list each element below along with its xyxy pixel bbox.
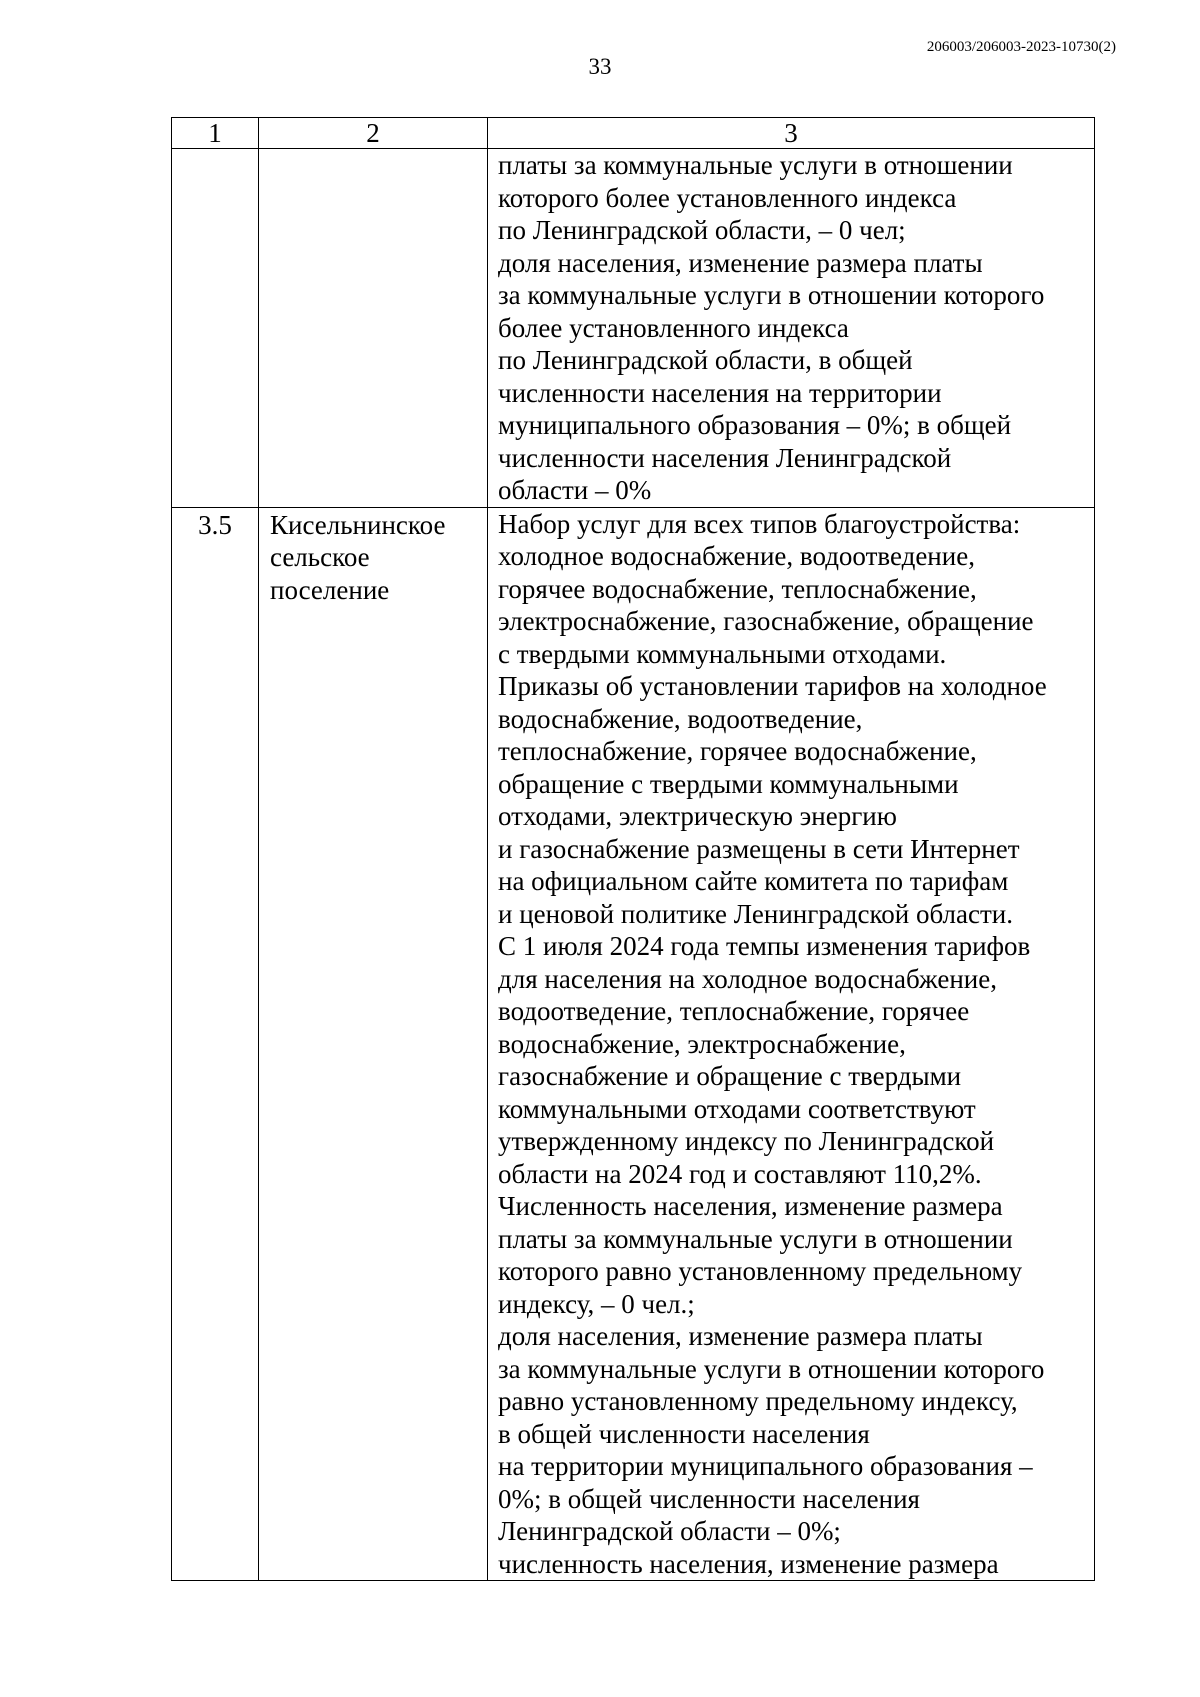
text-line: водоснабжение, водоотведение, [498,703,863,734]
text-line: теплоснабжение, горячее водоснабжение, [498,736,977,766]
text-line: на территории муниципального образования – [498,1451,1033,1481]
table-row [172,149,1095,508]
text-line: и газоснабжение размещены в сети Интернет [498,833,1020,864]
text-line: области – 0% [498,475,652,505]
column-header-1: 1 [172,118,259,149]
text-line: для населения на холодное водоснабжение, [498,963,997,994]
text-line: утвержденному индексу по Ленинградской [498,1126,995,1156]
text-line: которого более установленного индекса [498,182,957,213]
text-line: С 1 июля 2024 года темпы изменения тарифов [498,931,1031,961]
text-line: по Ленинградской области, в общей [498,345,913,375]
text-line: в общей численности населения [498,1418,870,1449]
column-header-2: 2 [259,118,488,149]
text-line: области на 2024 год и составляют 110,2%. [498,1158,982,1189]
text-line: отходами, электрическую энергию [498,801,897,831]
tariff-table [171,117,1095,1581]
text-line: по Ленинградской области, – 0 чел; [498,215,906,245]
text-line: платы за коммунальные услуги в отношении [498,1223,1013,1254]
row-number-cell [172,149,259,508]
text-line: 0%; в общей численности населения [498,1483,920,1514]
text-line: Приказы об установлении тарифов на холодное [498,671,1047,701]
text-line: и ценовой политике Ленинградской области. [498,898,1013,929]
text-line: Ленинградской области – 0%; [498,1516,841,1546]
text-line: Кисельнинское [270,509,446,540]
text-line: муниципального образования – 0%; в общей [498,410,1012,440]
row-name-cell [259,507,488,1581]
table-header-row [172,118,1095,149]
page-number: 33 [588,54,612,79]
text-line: на официальном сайте комитета по тарифам [498,866,1009,896]
text-line: платы за коммунальные услуги в отношении [498,150,1013,180]
row-text-cell [488,149,1095,508]
text-line: за коммунальные услуги в отношении которого [498,1353,1045,1384]
text-line: доля населения, изменение размера платы [498,247,983,278]
table-row [172,507,1095,1581]
text-line: численность населения, изменение размера [498,1548,999,1579]
text-line: поселение [270,574,390,605]
text-line: газоснабжение и обращение с твердыми [498,1061,962,1091]
text-line: горячее водоснабжение, теплоснабжение, [498,573,977,604]
text-line: численности населения на территории [498,377,942,408]
text-line: сельское [270,542,370,572]
text-line: Набор услуг для всех типов благоустройства: [498,508,1021,539]
text-line: холодное водоснабжение, водоотведение, [498,541,975,571]
text-line: равно установленному предельному индексу, [498,1386,1018,1416]
text-line: численности населения Ленинградской [498,442,952,473]
text-line: более установленного индекса [498,312,849,343]
text-line: с твердыми коммунальными отходами. [498,638,947,669]
text-line: доля населения, изменение размера платы [498,1321,983,1351]
text-line: Численность населения, изменение размера [498,1191,1003,1221]
column-header-3: 3 [488,118,1095,149]
row-number-cell: 3.5 [172,507,259,1581]
document-id: 206003/206003-2023-10730(2) [926,39,1116,55]
text-line: водоотведение, теплоснабжение, горячее [498,996,970,1026]
text-line: водоснабжение, электроснабжение, [498,1028,906,1059]
text-line: индексу, – 0 чел.; [498,1288,695,1319]
text-line: электроснабжение, газоснабжение, обращение [498,606,1034,636]
text-line: обращение с твердыми коммунальными [498,768,959,799]
row-name-cell [259,149,488,508]
text-line: коммунальными отходами соответствуют [498,1093,976,1124]
text-line: за коммунальные услуги в отношении которого [498,280,1045,310]
text-line: которого равно установленному предельному [498,1256,1023,1286]
row-text-cell [488,507,1095,1581]
